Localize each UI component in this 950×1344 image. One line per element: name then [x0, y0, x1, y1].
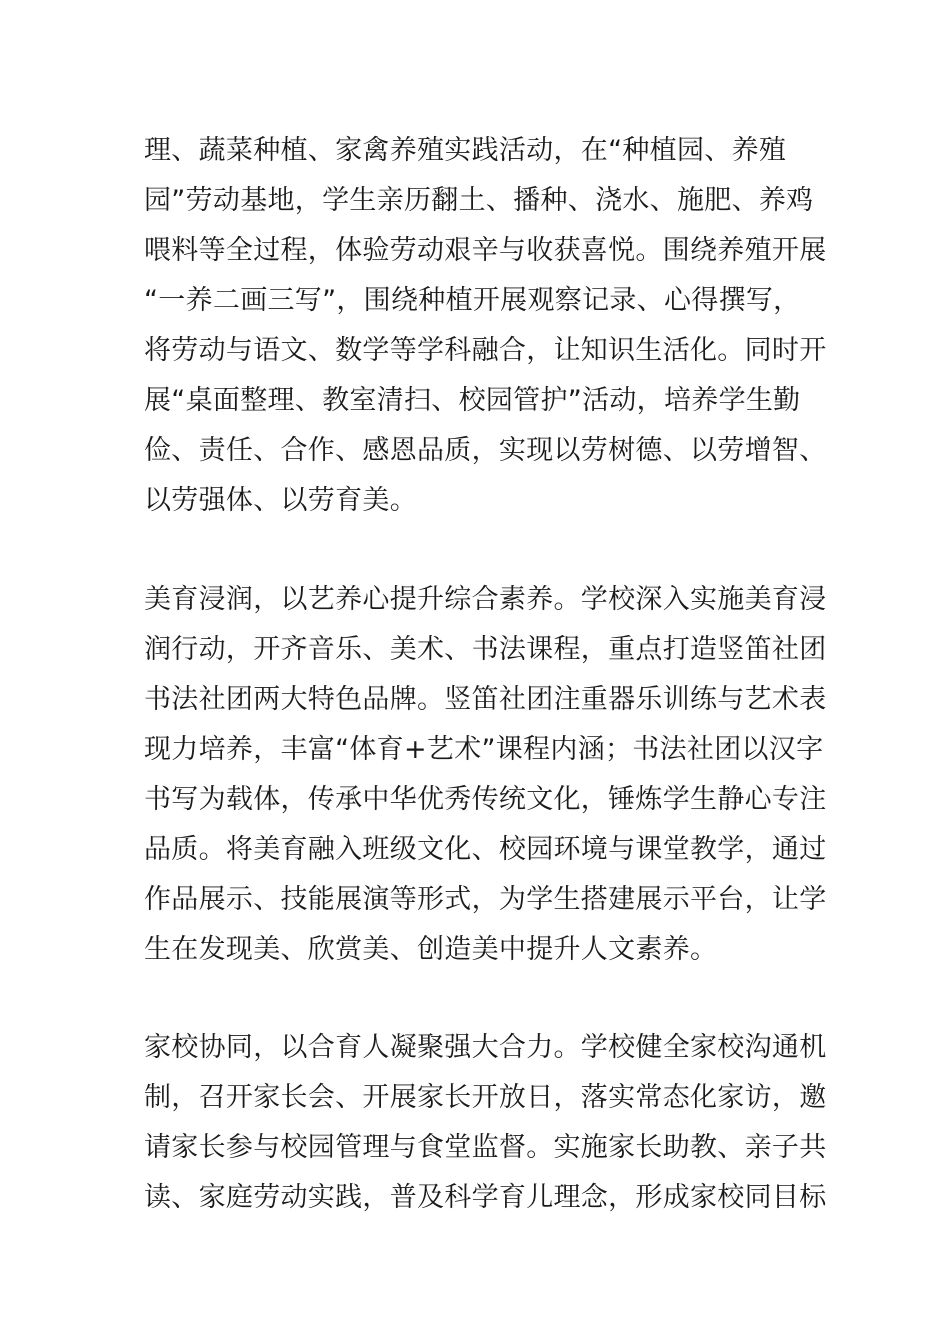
text-line: 品质。将美育融入班级文化、校园环境与课堂教学，通过	[144, 834, 827, 865]
text-line: 生在发现美、欣赏美、创造美中提升人文素养。	[144, 934, 718, 965]
text-line: 美育浸润，以艺养心提升综合素养。学校深入实施美育浸	[144, 584, 827, 615]
text-line: 将劳动与语文、数学等学科融合，让知识生活化。同时开	[144, 335, 827, 366]
text-line: 园”劳动基地，学生亲历翻土、播种、浇水、施肥、养鸡	[144, 185, 814, 216]
text-line: 展“桌面整理、教室清扫、校园管护”活动，培养学生勤	[144, 385, 801, 416]
paragraph-home-school-collaboration	[144, 1023, 827, 1223]
text-line: 制，召开家长会、开展家长开放日，落实常态化家访，邀	[144, 1082, 827, 1113]
paragraph-aesthetic-education	[144, 575, 827, 975]
text-line: 喂料等全过程，体验劳动艰辛与收获喜悦。围绕养殖开展	[144, 235, 827, 266]
text-line: 以劳强体、以劳育美。	[144, 485, 417, 516]
text-line: 作品展示、技能展演等形式，为学生搭建展示平台，让学	[144, 884, 827, 915]
text-line: 俭、责任、合作、感恩品质，实现以劳树德、以劳增智、	[144, 435, 827, 466]
text-line: 家校协同，以合育人凝聚强大合力。学校健全家校沟通机	[144, 1032, 827, 1063]
text-line: 书写为载体，传承中华优秀传统文化，锤炼学生静心专注	[144, 784, 827, 815]
paragraph-labor-education	[144, 126, 827, 526]
text-line: “一养二画三写”，围绕种植开展观察记录、心得撰写，	[144, 285, 801, 316]
text-line: 理、蔬菜种植、家禽养殖实践活动，在“种植园、养殖	[144, 135, 787, 166]
text-line: 润行动，开齐音乐、美术、书法课程，重点打造竖笛社团	[144, 634, 827, 665]
text-line: 书法社团两大特色品牌。竖笛社团注重器乐训练与艺术表	[144, 684, 827, 715]
text-line: 现力培养，丰富“体育+艺术”课程内涵；书法社团以汉字	[144, 734, 824, 765]
text-line: 读、家庭劳动实践，普及科学育儿理念，形成家校同目标	[144, 1182, 827, 1213]
text-line: 请家长参与校园管理与食堂监督。实施家长助教、亲子共	[144, 1132, 827, 1163]
